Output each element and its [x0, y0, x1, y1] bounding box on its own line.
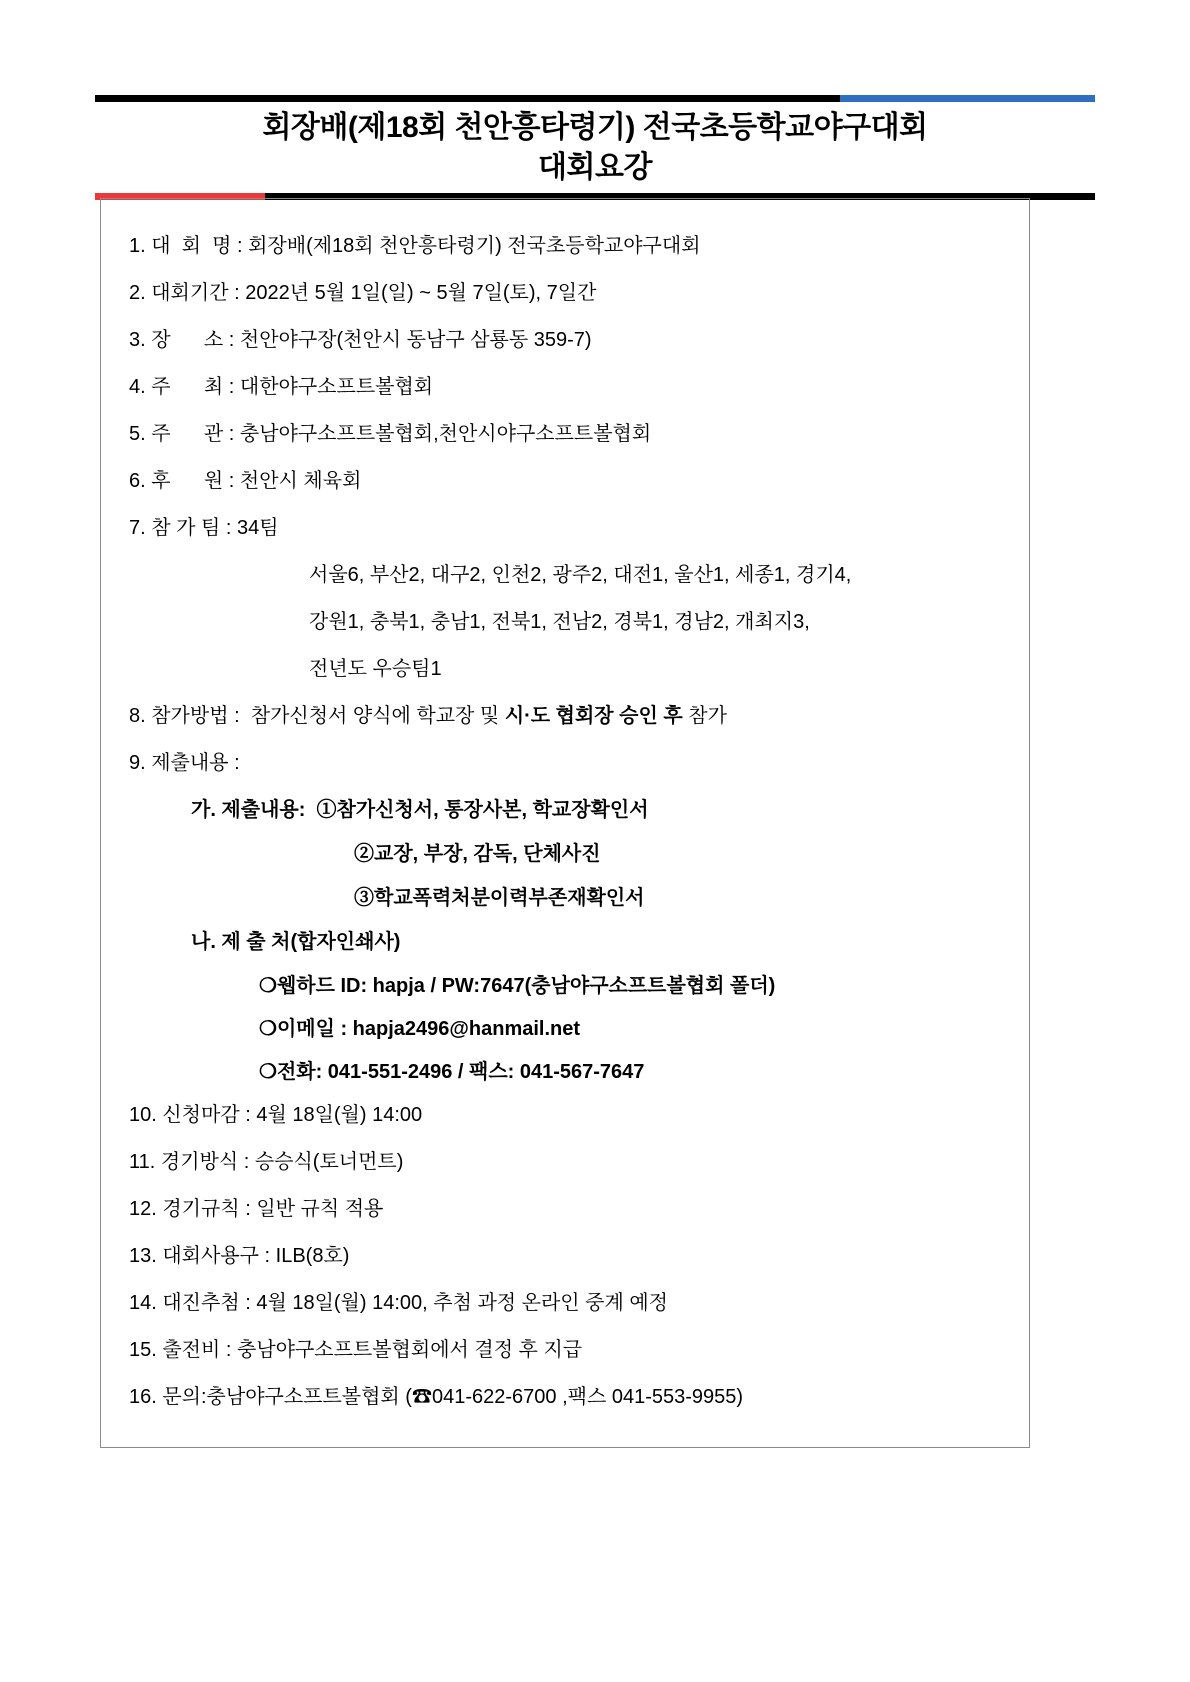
outline-item-8-suffix: 참가 [682, 705, 727, 727]
outline-item-2-text: 2. 대회기간 : [129, 282, 240, 304]
outline-item-10-value: 4월 18일(월) 14:00 [256, 1104, 423, 1126]
outline-item-12-text: 12. 경기규칙 : [129, 1198, 251, 1220]
outline-item-4-value: 대한야구소프트볼협회 [239, 376, 434, 398]
submission-destination-label: 나. 제 출 처(합자인쇄사) [191, 931, 401, 953]
outline-content-box [100, 198, 1030, 1448]
document-header [95, 95, 1095, 200]
outline-item-7-value: 34팀 [237, 517, 279, 539]
submission-bullet-phone-text: 전화: 041-551-2496 / 팩스: 041-567-7647 [276, 1061, 645, 1083]
circle-bullet-icon: ❍ [259, 1061, 277, 1083]
outline-item-8 [129, 701, 1001, 731]
outline-item-4-text: 4. 주 최 : [129, 376, 235, 398]
team-distribution-line-3: 전년도 우승팀1 [309, 658, 442, 680]
submission-bullet-webhard [129, 971, 1001, 1001]
submission-bullet-email-text: 이메일 : hapja2496@hanmail.net [276, 1018, 581, 1040]
outline-item-5-text: 5. 주 관 : [129, 423, 235, 445]
outline-item-13-text: 13. 대회사용구 : [129, 1245, 271, 1267]
outline-item-11 [129, 1147, 1001, 1177]
outline-item-14-value: 4월 18일(월) 14:00, 추첨 과정 온라인 중계 예정 [256, 1292, 668, 1314]
outline-item-2 [129, 278, 1001, 308]
outline-item-7 [129, 513, 1001, 543]
circle-bullet-icon: ❍ [259, 975, 277, 997]
submission-contents-line-3: ③학교폭력처분이력부존재확인서 [354, 887, 645, 909]
outline-item-3-value: 천안야구장(천안시 동남구 삼룡동 359-7) [239, 329, 592, 351]
outline-item-7-text: 7. 참 가 팀 : [129, 517, 232, 539]
outline-item-5 [129, 419, 1001, 449]
team-distribution-line-2: 강원1, 충북1, 충남1, 전북1, 전남2, 경북1, 경남2, 개최지3, [309, 611, 810, 633]
page-title-line-2: 대회요강 [538, 150, 652, 184]
outline-item-16-text: 16. 문의:충남야구소프트볼협회 (☎041-622-6700 ,팩스 041-553-9955) [129, 1386, 744, 1408]
page-title [95, 102, 1095, 189]
submission-bullet-email [129, 1014, 1001, 1044]
team-distribution-line-1: 서울6, 부산2, 대구2, 인천2, 광주2, 대전1, 울산1, 세종1, 경기4, [309, 564, 852, 586]
outline-item-4 [129, 372, 1001, 402]
submission-contents-label: 가. 제출내용: ①참가신청서, 통장사본, 학교장확인서 [191, 799, 649, 821]
outline-item-15 [129, 1335, 1001, 1365]
outline-item-11-text: 11. 경기방식 : [129, 1151, 250, 1173]
outline-item-1 [129, 231, 1001, 261]
page-title-line-1: 회장배(제18회 천안흥타령기) 전국초등학교야구대회 [262, 111, 928, 144]
outline-item-14-text: 14. 대진추첨 : [129, 1292, 251, 1314]
outline-item-16 [129, 1382, 1001, 1412]
outline-item-6-text: 6. 후 원 : [129, 470, 235, 492]
circle-bullet-icon: ❍ [259, 1018, 277, 1040]
outline-item-13 [129, 1241, 1001, 1271]
outline-item-1-value: 회장배(제18회 천안흥타령기) 전국초등학교야구대회 [248, 235, 701, 257]
outline-item-12 [129, 1194, 1001, 1224]
outline-item-10-text: 10. 신청마감 : [129, 1104, 251, 1126]
submission-contents-line-2: ②교장, 부장, 감독, 단체사진 [354, 843, 601, 865]
outline-item-3 [129, 325, 1001, 355]
outline-item-9: 9. 제출내용 : [129, 752, 240, 774]
outline-item-14 [129, 1288, 1001, 1318]
outline-item-3-text: 3. 장 소 : [129, 329, 235, 351]
outline-item-6-value: 천안시 체육회 [239, 470, 362, 492]
outline-item-15-text: 15. 출전비 : [129, 1339, 232, 1361]
submission-bullet-webhard-text: 웹하드 ID: hapja / PW:7647(충남야구소프트볼협회 폴더) [276, 975, 776, 997]
outline-item-12-value: 일반 규칙 적용 [256, 1198, 384, 1220]
outline-item-8-prefix: 8. 참가방법 : 참가신청서 양식에 학교장 및 [129, 705, 505, 727]
outline-item-15-value: 충남야구소프트볼협회에서 결정 후 지급 [237, 1339, 583, 1361]
header-top-rule [95, 95, 1095, 102]
outline-item-8-emphasis: 시·도 협회장 승인 후 [504, 705, 683, 727]
outline-item-1-text: 1. 대 회 명 : [129, 235, 243, 257]
outline-item-2-value: 2022년 5월 1일(일) ~ 5월 7일(토), 7일간 [245, 282, 597, 304]
outline-item-11-value: 승승식(토너먼트) [254, 1151, 404, 1173]
outline-item-6 [129, 466, 1001, 496]
header-top-rule-blue-segment [840, 95, 1095, 102]
outline-item-10 [129, 1100, 1001, 1130]
outline-item-13-value: ILB(8호) [275, 1245, 350, 1267]
submission-bullet-phone [129, 1057, 1001, 1087]
outline-item-5-value: 충남야구소프트볼협회,천안시야구소프트볼협회 [239, 423, 652, 445]
